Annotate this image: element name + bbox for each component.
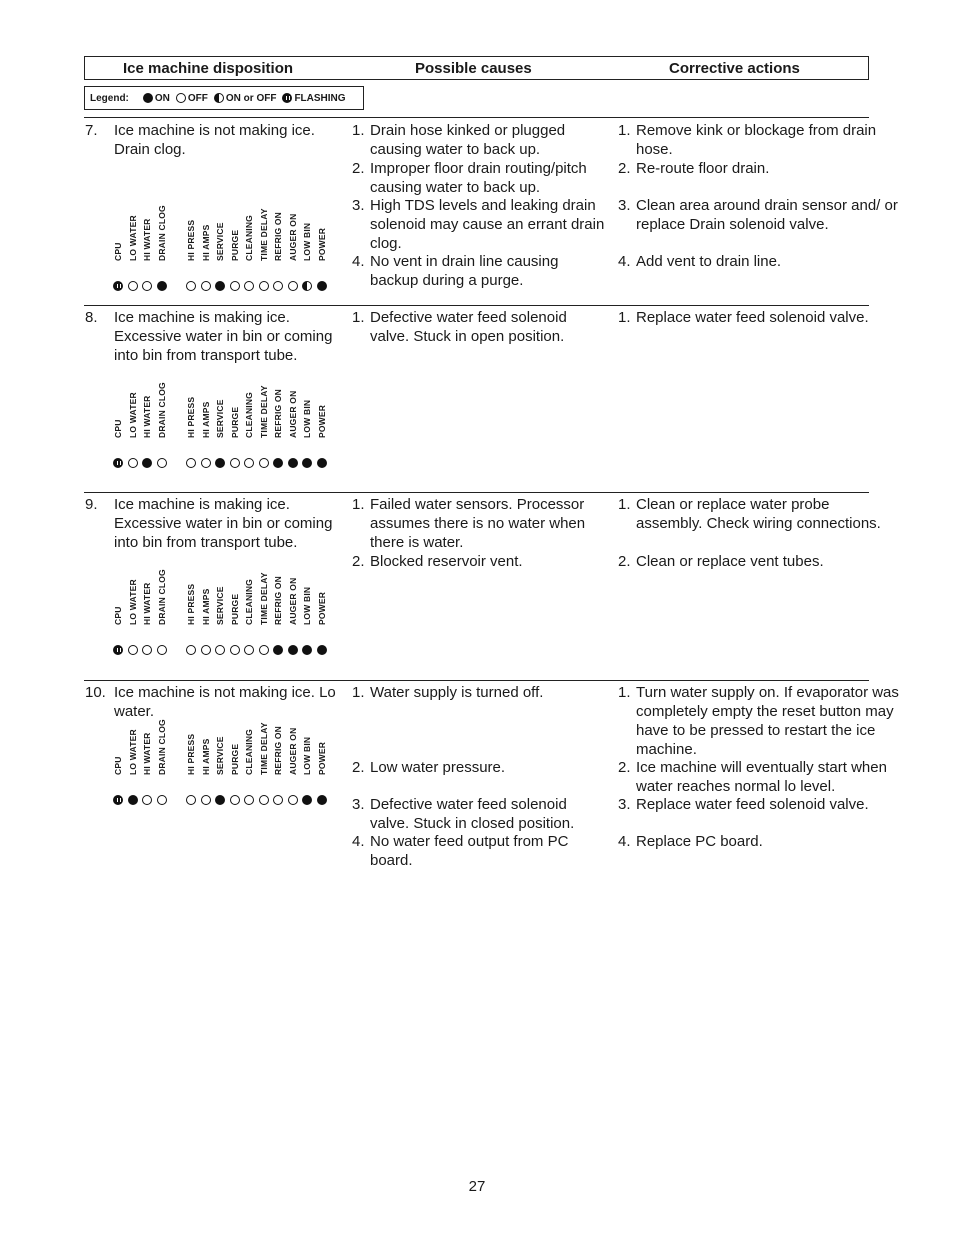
led-label: SERVICE [215,736,225,775]
led-label: LO WATER [128,392,138,438]
led-off-icon [273,795,283,805]
led-flashing-icon [113,458,123,468]
led-label: CPU [113,606,123,625]
led-off-icon [230,458,240,468]
led-label-wrap [258,191,270,271]
led-label: HI AMPS [201,224,211,261]
led-label: LO WATER [128,579,138,625]
led-label: SERVICE [215,222,225,261]
action-item: 3. Replace water feed solenoid valve. [618,796,869,813]
led-off-icon [230,645,240,655]
led-off-icon [259,645,269,655]
led-label-wrap [214,191,226,271]
led-label-wrap [156,705,168,785]
led-label: POWER [317,741,327,775]
led-label: SERVICE [215,586,225,625]
cause-item: 3. Defective water feed solenoid valve. Stuck in closed position. [352,796,575,832]
led-on-icon [143,93,153,103]
led-label-wrap [141,191,153,271]
led-label-wrap [272,368,284,448]
led-off-icon [128,645,138,655]
led-off-icon [142,645,152,655]
led-label-wrap [127,705,139,785]
led-off-icon [128,281,138,291]
led-label: POWER [317,227,327,261]
led-label-wrap [229,191,241,271]
led-label-wrap [229,555,241,635]
led-label-wrap [301,555,313,635]
led-label-wrap [200,368,212,448]
led-onoff-icon [214,93,224,103]
led-off-icon [201,281,211,291]
led-label: CPU [113,756,123,775]
led-label-wrap [185,191,197,271]
led-label: DRAIN CLOG [157,382,167,438]
legend-label: ON or OFF [225,92,277,104]
led-label-wrap [272,705,284,785]
led-label-wrap [156,368,168,448]
led-label-wrap [214,368,226,448]
led-on-icon [317,458,327,468]
cause-item: 4. No water feed output from PC board. [352,833,569,869]
led-label-wrap [243,555,255,635]
led-label-wrap [287,368,299,448]
action-item: 4. Add vent to drain line. [618,253,782,270]
header-actions: Corrective actions [669,60,800,77]
legend-item-off [176,93,208,104]
led-label: AUGER ON [288,727,298,775]
page-number: 27 [468,1178,486,1195]
led-off-icon [157,458,167,468]
led-label: POWER [317,404,327,438]
led-label-wrap [301,191,313,271]
led-on-icon [288,645,298,655]
led-off-icon [201,795,211,805]
led-label-wrap [272,191,284,271]
legend-label: OFF [187,92,208,104]
row-divider [84,305,869,306]
led-label: HI PRESS [186,733,196,775]
led-label: AUGER ON [288,390,298,438]
led-label: TIME DELAY [259,572,269,625]
led-label: REFRIG ON [273,388,283,438]
led-on-icon [157,281,167,291]
led-label-wrap [185,705,197,785]
led-label-wrap [316,555,328,635]
action-item: 1. Clean or replace water probe assembly. Check wiring connections. [618,496,881,532]
led-label: HI WATER [142,218,152,261]
row-disposition: Ice machine is not making ice. Lo water. [114,684,336,720]
led-off-icon [128,458,138,468]
led-label-wrap [112,705,124,785]
led-off-icon [186,645,196,655]
led-label-wrap [243,191,255,271]
cause-item: 1. Water supply is turned off. [352,684,544,701]
led-off-icon [259,281,269,291]
led-label: CLEANING [244,215,254,261]
led-off-icon [186,281,196,291]
led-label-wrap [127,368,139,448]
led-label: HI AMPS [201,738,211,775]
led-off-icon [244,281,254,291]
led-label: PURGE [230,406,240,438]
led-on-icon [302,645,312,655]
led-label-wrap [141,555,153,635]
led-label: PURGE [230,229,240,261]
row-number: 8. [85,309,98,326]
led-off-icon [288,281,298,291]
led-off-icon [215,645,225,655]
led-label: HI WATER [142,395,152,438]
action-item: 1. Remove kink or blockage from drain hose. [618,122,877,158]
led-label: CLEANING [244,579,254,625]
led-label: CPU [113,242,123,261]
led-label-wrap [112,191,124,271]
led-off-icon [259,458,269,468]
led-label-wrap [156,555,168,635]
cause-item: 1. Failed water sensors. Processor assumes there is no water when there is water. [352,496,586,551]
led-label: HI WATER [142,582,152,625]
led-on-icon [128,795,138,805]
led-on-icon [317,645,327,655]
led-off-icon [244,458,254,468]
led-label: LOW BIN [302,736,312,775]
led-label: TIME DELAY [259,722,269,775]
led-flashing-icon [113,645,123,655]
led-label-wrap [258,368,270,448]
led-label: HI AMPS [201,401,211,438]
legend-item-on [143,93,170,104]
led-label-wrap [200,705,212,785]
led-off-icon [288,795,298,805]
led-label-wrap [301,705,313,785]
cause-item: 2. Low water pressure. [352,759,506,776]
led-label-wrap [287,191,299,271]
row-number: 9. [85,496,98,513]
led-label: DRAIN CLOG [157,719,167,775]
header-disposition: Ice machine disposition [123,60,294,77]
led-label: TIME DELAY [259,208,269,261]
led-off-icon [176,93,186,103]
cause-item: 2. Blocked reservoir vent. [352,553,523,570]
action-item: 1. Replace water feed solenoid valve. [618,309,869,326]
led-label: PURGE [230,593,240,625]
led-label: POWER [317,591,327,625]
led-off-icon [201,458,211,468]
cause-item: 4. No vent in drain line causing backup during a purge. [352,253,559,289]
led-label: HI AMPS [201,588,211,625]
row-number: 10. [85,684,106,701]
led-off-icon [259,795,269,805]
led-label-wrap [112,368,124,448]
led-on-icon [215,281,225,291]
led-label: DRAIN CLOG [157,205,167,261]
cause-item: 3. High TDS levels and leaking drain solenoid may cause an errant drain clog. [352,197,605,252]
led-label-wrap [200,555,212,635]
table-header [84,56,869,80]
led-panel [112,569,332,655]
led-on-icon [215,458,225,468]
led-label-wrap [185,555,197,635]
cause-item: 1. Drain hose kinked or plugged causing water to back up. [352,122,566,158]
led-label-wrap [301,368,313,448]
led-on-icon [273,458,283,468]
led-on-icon [302,458,312,468]
led-label: REFRIG ON [273,575,283,625]
led-off-icon [157,645,167,655]
led-label: LO WATER [128,729,138,775]
legend-label: ON [154,92,170,104]
led-label-wrap [141,368,153,448]
led-off-icon [186,458,196,468]
led-label-wrap [185,368,197,448]
led-label-wrap [316,705,328,785]
row-disposition: Ice machine is making ice. Excessive water in bin or coming into bin from transport tube. [114,496,333,551]
led-label: HI WATER [142,732,152,775]
action-item: 1. Turn water supply on. If evaporator was completely empty the reset button may have to be pressed to restart the ice machine. [618,684,899,758]
led-label-wrap [243,705,255,785]
led-label-wrap [156,191,168,271]
cause-item: 1. Defective water feed solenoid valve. Stuck in open position. [352,309,567,345]
led-label-wrap [214,555,226,635]
led-label-wrap [272,555,284,635]
row-disposition: Ice machine is not making ice. Drain clog. [114,122,315,158]
led-label: REFRIG ON [273,725,283,775]
led-label: DRAIN CLOG [157,569,167,625]
led-label: LOW BIN [302,399,312,438]
led-off-icon [157,795,167,805]
led-label-wrap [229,368,241,448]
action-item: 2. Ice machine will eventually start when water reaches normal lo level. [618,759,887,795]
led-off-icon [230,281,240,291]
led-label: SERVICE [215,399,225,438]
led-flashing-icon [282,93,292,103]
led-off-icon [273,281,283,291]
row-divider [84,117,869,118]
led-label: CLEANING [244,392,254,438]
led-label: AUGER ON [288,577,298,625]
row-number: 7. [85,122,98,139]
led-label: AUGER ON [288,213,298,261]
legend-item-onoff [214,93,277,104]
action-item: 4. Replace PC board. [618,833,763,850]
led-label-wrap [214,705,226,785]
led-off-icon [230,795,240,805]
led-label-wrap [200,191,212,271]
led-label-wrap [229,705,241,785]
led-off-icon [244,795,254,805]
led-on-icon [302,795,312,805]
row-divider [84,680,869,681]
led-label: CPU [113,419,123,438]
led-label: HI PRESS [186,219,196,261]
led-flashing-icon [113,281,123,291]
led-on-icon [317,795,327,805]
led-on-icon [317,281,327,291]
led-label-wrap [316,368,328,448]
led-label-wrap [258,705,270,785]
led-label: REFRIG ON [273,211,283,261]
led-panel [112,382,332,468]
row-divider [84,492,869,493]
led-off-icon [142,795,152,805]
led-off-icon [142,281,152,291]
led-on-icon [273,645,283,655]
led-label-wrap [141,705,153,785]
action-item: 2. Re-route floor drain. [618,160,770,177]
led-label-wrap [287,555,299,635]
led-on-icon [288,458,298,468]
led-label-wrap [243,368,255,448]
led-label-wrap [316,191,328,271]
led-label-wrap [258,555,270,635]
led-label: LOW BIN [302,586,312,625]
led-label: LO WATER [128,215,138,261]
led-off-icon [186,795,196,805]
legend-label: FLASHING [294,92,346,104]
led-label: PURGE [230,743,240,775]
led-onoff-icon [302,281,312,291]
led-label-wrap [127,191,139,271]
led-label-wrap [287,705,299,785]
led-label: HI PRESS [186,396,196,438]
led-on-icon [215,795,225,805]
led-on-icon [142,458,152,468]
cause-item: 2. Improper floor drain routing/pitch causing water to back up. [352,160,587,196]
led-flashing-icon [113,795,123,805]
led-off-icon [201,645,211,655]
action-item: 3. Clean area around drain sensor and/ or replace Drain solenoid valve. [618,197,898,233]
led-label: TIME DELAY [259,385,269,438]
legend-title: Legend: [90,92,129,104]
led-off-icon [244,645,254,655]
led-panel [112,171,332,291]
legend-item-flashing [282,93,345,104]
led-panel [112,719,332,805]
led-label-wrap [112,555,124,635]
legend [84,86,364,110]
led-label: LOW BIN [302,222,312,261]
header-causes: Possible causes [415,60,532,77]
led-label: HI PRESS [186,583,196,625]
led-label: CLEANING [244,729,254,775]
action-item: 2. Clean or replace vent tubes. [618,553,824,570]
led-label-wrap [127,555,139,635]
row-disposition: Ice machine is making ice. Excessive water in bin or coming into bin from transport tube. [114,309,333,364]
